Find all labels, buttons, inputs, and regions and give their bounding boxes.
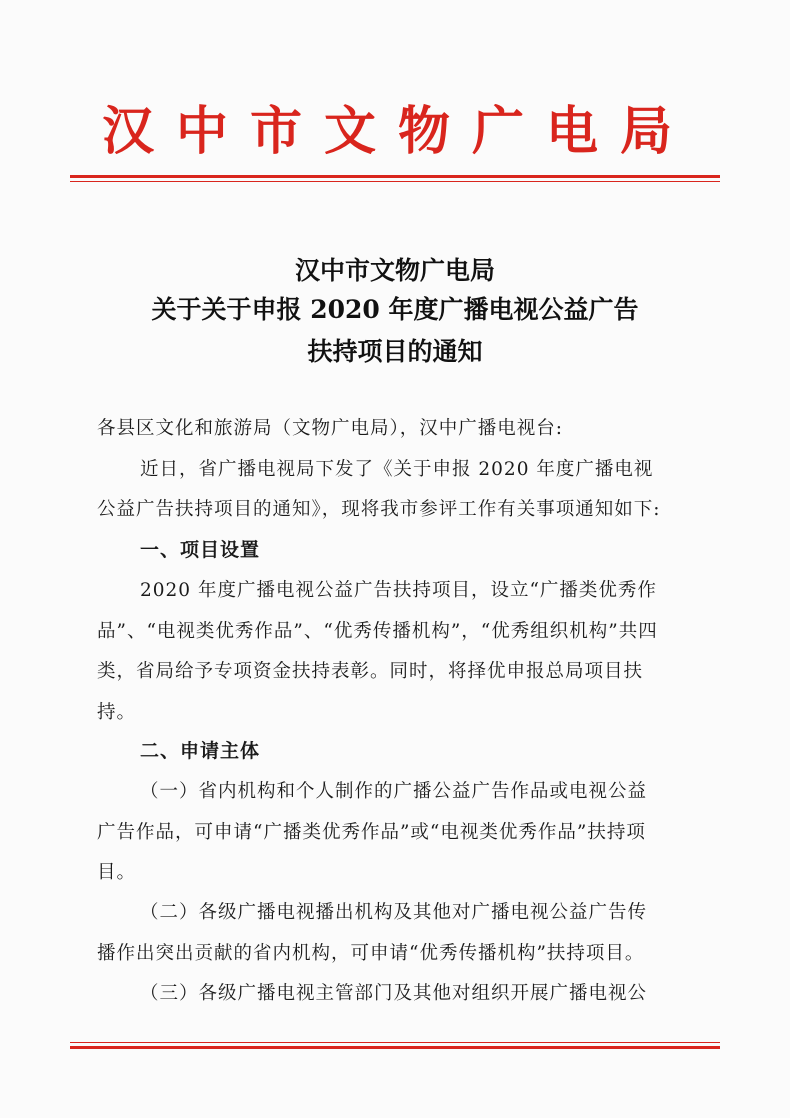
item-1-line-1: （一）省内机构和个人制作的广播公益广告作品或电视公益 — [140, 781, 648, 802]
section-1-line-3: 类，省局给予专项资金扶持表彰。同时，将择优申报总局项目扶 — [97, 661, 644, 682]
item-2-line-1: （二）各级广播电视播出机构及其他对广播电视公益广告传 — [140, 902, 648, 923]
notice-title-line-3: 扶持项目的通知 — [307, 337, 483, 366]
intro-line-1: 近日，省广播电视局下发了《关于申报 2020 年度广播电视 — [140, 459, 654, 480]
salutation: 各县区文化和旅游局（文物广电局），汉中广播电视台: — [97, 418, 563, 439]
masthead-title: 汉中市文物广电局 — [101, 101, 694, 162]
section-2-heading: 二、申请主体 — [140, 740, 261, 762]
masthead-rule-thick — [70, 175, 720, 178]
item-1-line-3: 目。 — [97, 862, 137, 883]
item-2-line-2: 播作出突出贡献的省内机构，可申请“优秀传播机构”扶持项目。 — [97, 943, 645, 964]
notice-title-line-1: 汉中市文物广电局 — [294, 256, 495, 285]
masthead-rule-thin — [70, 181, 720, 182]
item-3-line-1: （三）各级广播电视主管部门及其他对组织开展广播电视公 — [140, 983, 648, 1004]
footer-rule-thick — [70, 1046, 720, 1049]
section-1-line-1: 2020 年度广播电视公益广告扶持项目，设立“广播类优秀作 — [140, 580, 657, 601]
item-1-line-2: 广告作品，可申请“广播类优秀作品”或“电视类优秀作品”扶持项 — [97, 822, 646, 843]
notice-title-line-2: 关于关于申报 2020 年度广播电视公益广告 — [151, 295, 639, 324]
section-1-heading: 一、项目设置 — [140, 539, 261, 561]
section-1-line-2: 品”、“电视类优秀作品”、“优秀传播机构”，“优秀组织机构”共四 — [97, 621, 658, 642]
footer-rule-thin — [70, 1042, 720, 1043]
section-1-line-4: 持。 — [97, 702, 137, 723]
intro-line-2: 公益广告扶持项目的通知》，现将我市参评工作有关事项通知如下: — [97, 499, 661, 520]
